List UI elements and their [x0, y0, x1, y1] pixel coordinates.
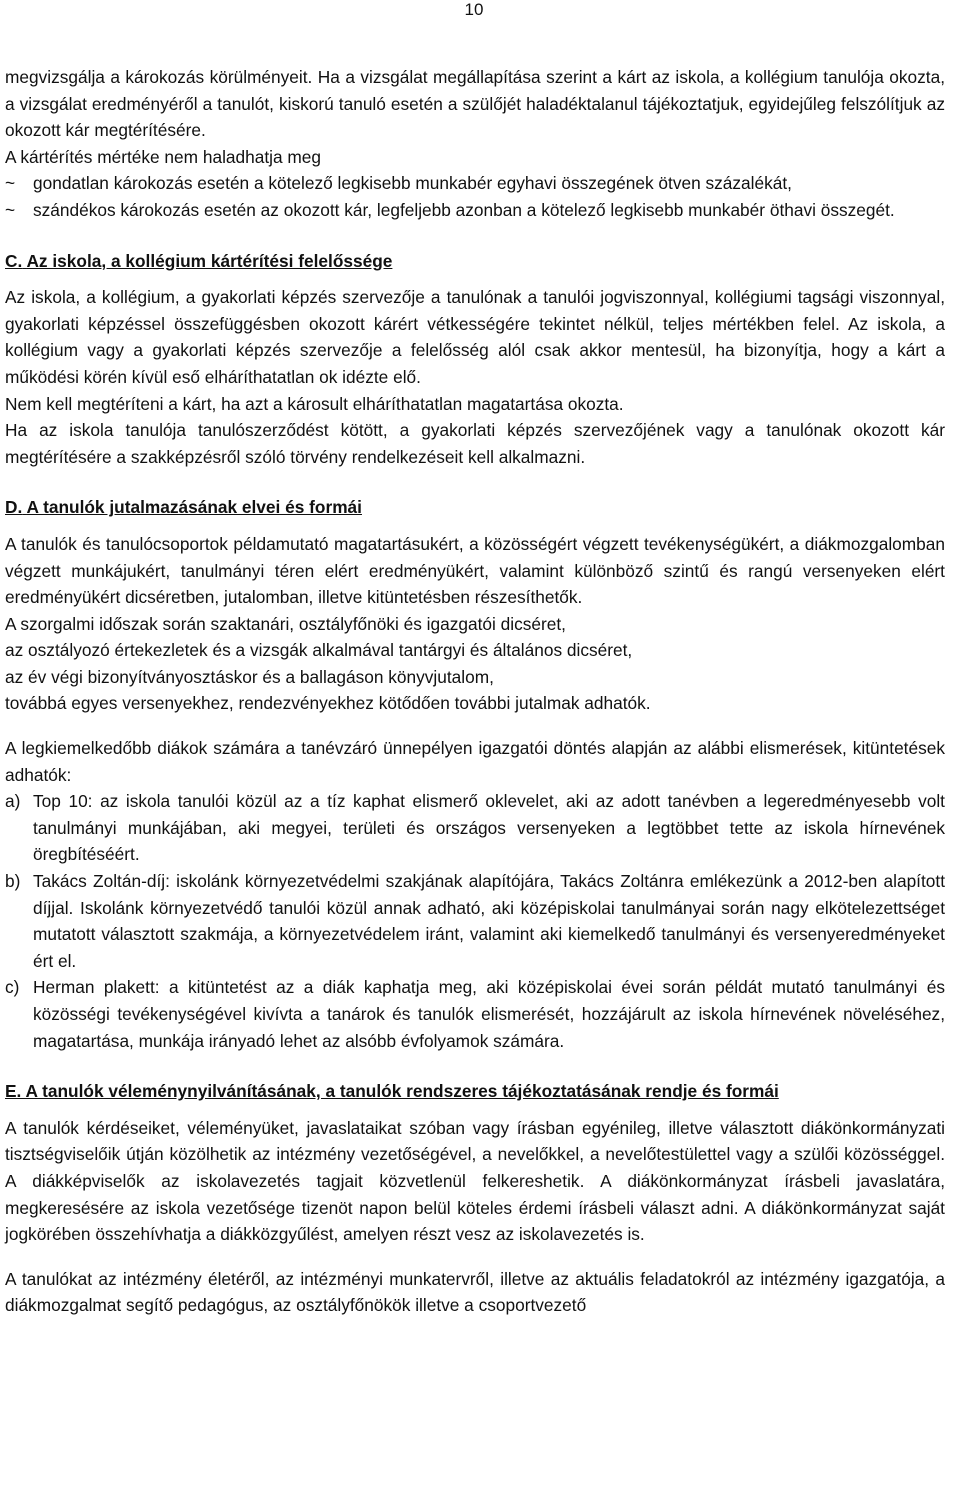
section-d-title: A tanulók jutalmazásának elvei és formái — [26, 497, 362, 518]
section-c-paragraph-3: Ha az iskola tanulója tanulószerződést kötött, a gyakorlati képzés szervezőjének vagy a tanulónak okozott kár megtérítésére a szakképzésről szóló törvény rendelkezéseit kell alkalmazni. — [5, 420, 945, 467]
limit-item-negligent — [5, 170, 945, 197]
section-e-paragraph-1: A tanulók kérdéseiket, véleményüket, javaslataikat szóban vagy írásban egyénileg, illetve választott diákönkormányzati tisztségviselőik útján közölhetik az intézmény vezetőségével, a nevelőkkel, a nevelőtestülettel vagy a szülői közösséggel. A diákképviselők az iskolavezetés tagjait közvetlenül felkereshetik. A diákönkormányzat írásbeli javaslatára, megkeresésére az iskola vezetősége tizenöt napon belül köteles érdemi írásbeli választ adni. A diákönkormányzat saját jogkörében összehívhatja a diákközgyűlést, amelyen részt vesz az iskolavezetés is. — [5, 1117, 945, 1245]
section-d-heading — [5, 494, 945, 521]
tilde-bullet-icon: ~ — [5, 173, 16, 194]
tilde-bullet-icon: ~ — [5, 199, 16, 220]
award-text: Herman plakett: a kitüntetést az a diák kaphatja meg, aki középiskolai évei során példát mutató tanulmányi és közösségi tevékenységével kivívta a tanárok és tanulók elismerését, hozzájárult az iskola hírnevének növeléséhez, magatartása, munkája irányadó lehet az alsóbb évfolyamok számára. — [33, 977, 945, 1051]
award-item-takacs — [5, 868, 945, 974]
award-marker: b) — [5, 871, 21, 892]
award-marker: a) — [5, 791, 21, 812]
section-c-paragraph-1: Az iskola, a kollégium, a gyakorlati képzés szervezője a tanulónak a tanulói jogviszonnyal, kollégiumi tagsági viszonnyal, gyakorlati képzéssel összefüggésben okozott kárért vétkességére tekintet nélkül, teljes mértékben felel. Az iskola, a kollégium vagy a gyakorlati képzés szervezője a felelősség alól csak akkor mentesül, ha bizonyítja, hogy a kárt a működési körén kívül eső elháríthatatlan ok idézte elő. — [5, 287, 945, 387]
section-c-paragraph-2: Nem kell megtéríteni a kárt, ha azt a károsult elháríthatatlan magatartása okozta. — [5, 393, 624, 414]
section-d-paragraph-2: A legkiemelkedőbb diákok számára a tanévzáró ünnepélyen igazgatói döntés alapján az alábbi elismerések, kitüntetések adhatók: — [5, 738, 945, 785]
award-marker: c) — [5, 977, 20, 998]
limit-item-text: szándékos károkozás esetén az okozott kár, legfeljebb azonban a kötelező legkisebb munkabér öthavi összegét. — [33, 199, 895, 220]
reward-line: az osztályozó értekezletek és a vizsgák alkalmával tantárgyi és általános dicséret, — [5, 640, 633, 661]
section-c-title: Az iskola, a kollégium kártérítési felelőssége — [26, 250, 393, 271]
page-number: 10 — [464, 0, 484, 19]
reward-line: A szorgalmi időszak során szaktanári, osztályfőnöki és igazgatói dicséret, — [5, 613, 566, 634]
limit-item-intentional — [5, 197, 945, 224]
section-c-prefix: C. — [5, 250, 23, 271]
award-text: Takács Zoltán-díj: iskolánk környezetvédelmi szakjának alapítójára, Takács Zoltánra emlékezünk a 2012-ben alapított díjjal. Iskolánk környezetvédő tanulói közül annak adható, aki középiskolai tanulmányai során nagy elkötelezettséget mutatott választott szakmája, a környezetvédelem iránt, valamint aki kiemelkedő tanulmányi és versenyeredményeket ért el. — [33, 871, 945, 971]
limit-item-text: gondatlan károkozás esetén a kötelező legkisebb munkabér egyhavi összegének ötven százalékát, — [33, 173, 792, 194]
section-d-prefix: D. — [5, 497, 23, 518]
limit-intro: A kártérítés mértéke nem haladhatja meg — [5, 146, 322, 167]
section-c-heading — [5, 248, 945, 275]
section-e-heading: E. A tanulók véleménynyilvánításának, a tanulók rendszeres tájékoztatásának rendje és formái — [5, 1081, 779, 1102]
reward-line: az év végi bizonyítványosztáskor és a ballagáson könyvjutalom, — [5, 666, 494, 687]
section-d-paragraph-1: A tanulók és tanulócsoportok példamutató magatartásukért, a közösségért végzett tevékenységükért, a diákmozgalomban végzett munkájukért, tanulmányi téren elért eredményükért, valamint különböző szintű és rangú versenyeken elért eredményükért dicséretben, jutalomban, illetve kitüntetésben részesíthetők. — [5, 533, 945, 608]
award-text: Top 10: az iskola tanulói közül az a tíz kaphat elismerő oklevelet, aki az adott tanévben a legeredményesebb volt tanulmányi munkájában, aki megyei, területi és országos versenyeken a legtöbbet tette az iskola hírnevének öregbítéséért. — [33, 791, 945, 865]
award-item-herman — [5, 974, 945, 1054]
intro-paragraph: megvizsgálja a károkozás körülményeit. Ha a vizsgálat megállapítása szerint a kárt az iskola, a kollégium tanulója okozta, a vizsgálat eredményéről a tanulót, kiskorú tanuló esetén a szülőjét haladéktalanul tájékoztatjuk, egyidejűleg felszólítjuk az okozott kár megtérítésére. — [5, 67, 945, 141]
section-e-paragraph-2: A tanulókat az intézmény életéről, az intézményi munkatervről, illetve az aktuális feladatokról az intézmény igazgatója, a diákmozgalmat segítő pedagógus, az osztályfőnökök illetve a csoportvezető — [5, 1268, 945, 1316]
reward-line: továbbá egyes versenyekhez, rendezvényekhez kötődően további jutalmak adhatók. — [5, 693, 651, 714]
document-body — [5, 64, 945, 1319]
award-item-top10 — [5, 788, 945, 868]
